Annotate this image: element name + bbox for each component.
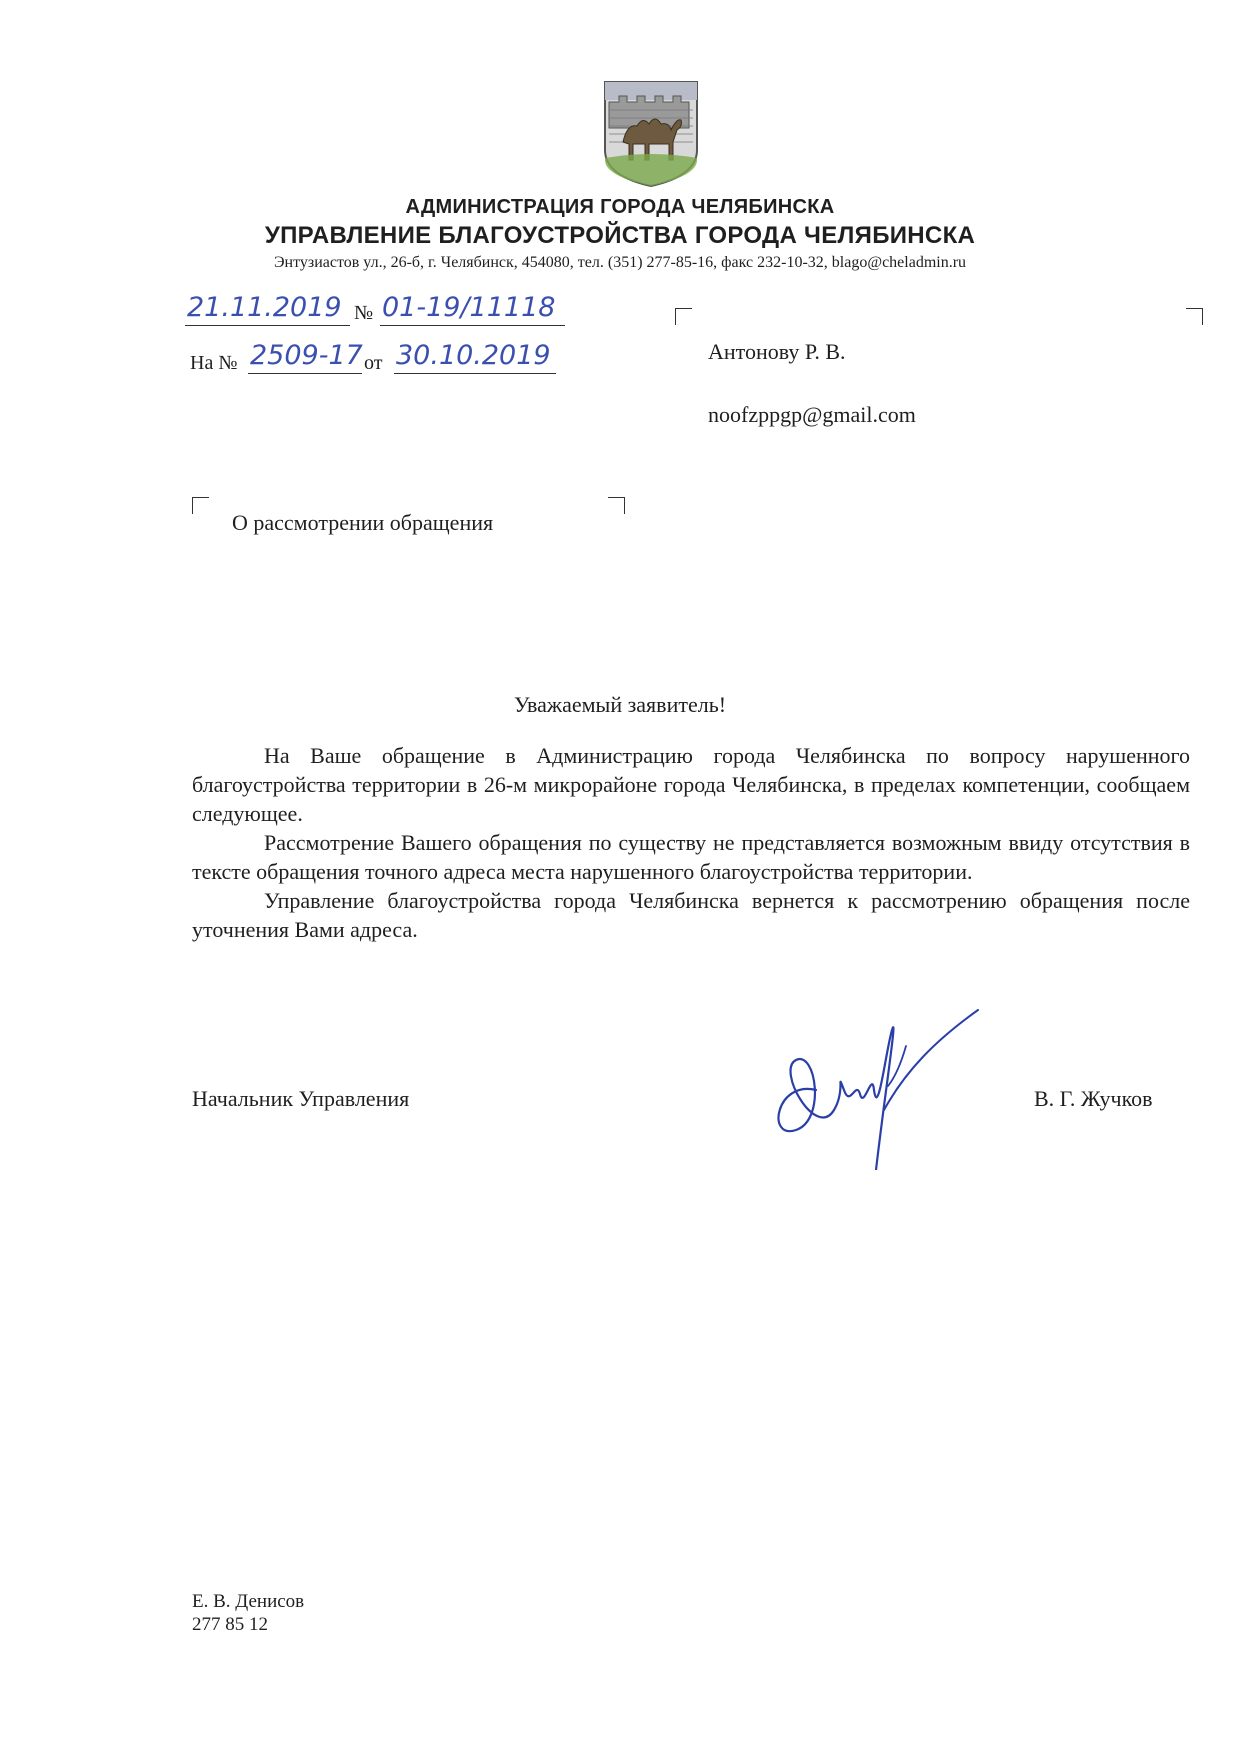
outgoing-number-field <box>380 293 565 326</box>
reference-date-handwritten: 30.10.2019 <box>396 340 551 371</box>
reference-date-field <box>394 341 556 374</box>
outgoing-date-field <box>185 293 350 326</box>
subject-block-corner-left <box>192 497 209 514</box>
recipient-block-corner-left <box>675 308 692 325</box>
outgoing-number-handwritten: 01-19/11118 <box>382 292 556 323</box>
dept-name: УПРАВЛЕНИЕ БЛАГОУСТРОЙСТВА ГОРОДА ЧЕЛЯБИНСКА <box>264 222 976 249</box>
recipient-block-corner-right <box>1186 308 1203 325</box>
body-paragraph: Управление благоустройства города Челябинска вернется к рассмотрению обращения после уточнения Вами адреса. <box>192 888 1190 942</box>
body-paragraph: На Ваше обращение в Администрацию города Челябинска по вопросу нарушенного благоустройства территории в 26-м микрорайоне города Челябинска, в пределах компетенции, сообщаем следующее. <box>192 743 1190 826</box>
number-sign-label: № <box>354 302 374 324</box>
coat-of-arms-icon <box>603 80 699 188</box>
reference-number-label: На № <box>190 352 238 374</box>
body-paragraph: Рассмотрение Вашего обращения по существу не представляется возможным ввиду отсутствия в тексте обращения точного адреса места нарушенного благоустройства территории. <box>192 830 1190 884</box>
reference-from-label: от <box>364 352 383 374</box>
outgoing-date-handwritten: 21.11.2019 <box>187 292 342 323</box>
reference-number-field <box>248 341 362 374</box>
executor-name: Е. В. Денисов <box>192 1591 305 1612</box>
recipient-email: noofzppgp@gmail.com <box>708 402 916 427</box>
letter-greeting: Уважаемый заявитель! <box>513 692 727 717</box>
executor-phone: 277 85 12 <box>192 1614 268 1635</box>
org-name: АДМИНИСТРАЦИЯ ГОРОДА ЧЕЛЯБИНСКА <box>405 196 835 218</box>
handwritten-signature <box>756 990 986 1170</box>
signatory-title: Начальник Управления <box>192 1086 410 1111</box>
signatory-name: В. Г. Жучков <box>1034 1086 1153 1111</box>
subject-block-corner-right <box>608 497 625 514</box>
letter-subject: О рассмотрении обращения <box>232 510 494 535</box>
letter-body <box>192 741 1190 944</box>
recipient-name: Антонову Р. В. <box>708 339 846 364</box>
reference-number-handwritten: 2509-17 <box>250 340 363 371</box>
contacts-line: Энтузиастов ул., 26-б, г. Челябинск, 454080, тел. (351) 277-85-16, факс 232-10-32, blago@cheladmin.ru <box>273 254 967 271</box>
